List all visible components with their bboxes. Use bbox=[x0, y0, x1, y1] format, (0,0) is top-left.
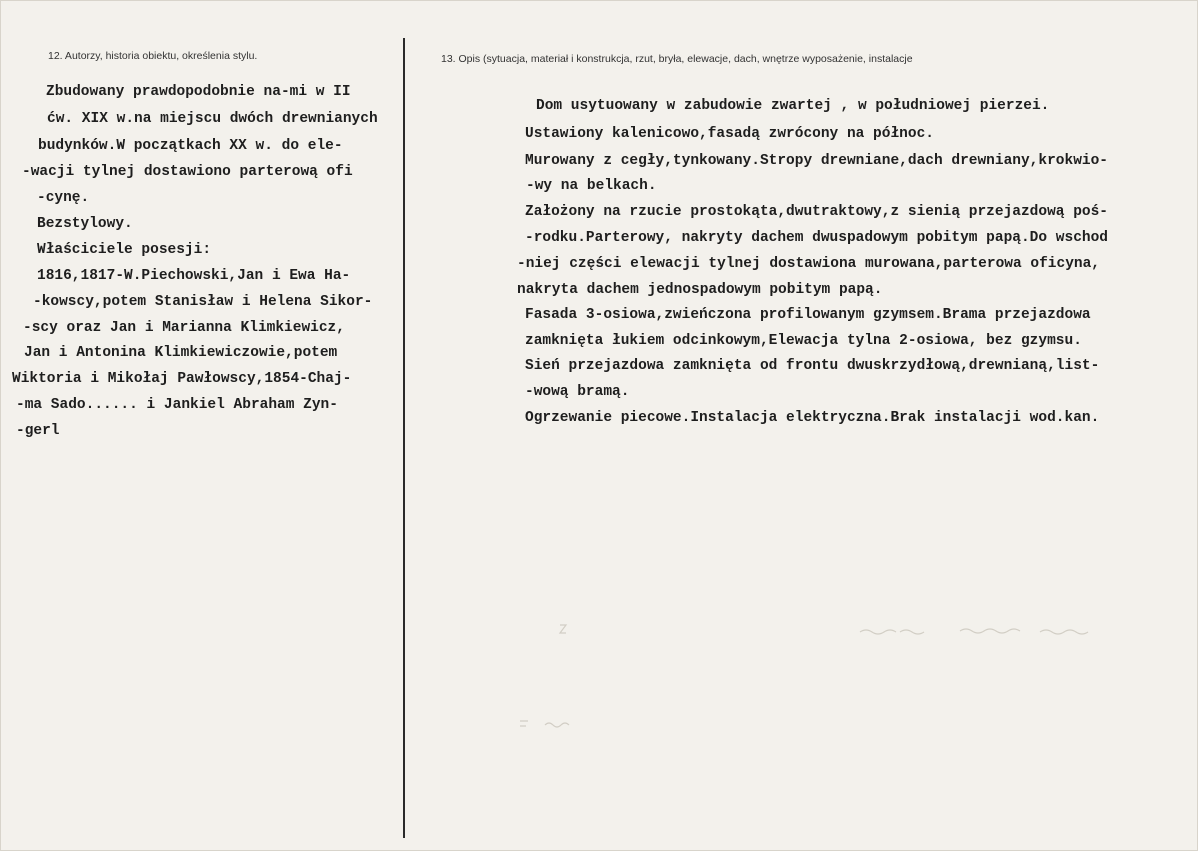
text-line: budynków.W początkach XX w. do ele- bbox=[38, 138, 343, 154]
text-line: -rodku.Parterowy, nakryty dachem dwuspadowym pobitym papą.Do wschod bbox=[525, 230, 1108, 246]
text-line: Bezstylowy. bbox=[37, 216, 133, 232]
section-13-heading: 13. Opis (sytuacja, materiał i konstrukcja, rzut, bryła, elewacje, dach, wnętrze wyposażenie, instalacje bbox=[441, 53, 913, 65]
text-line: Fasada 3-osiowa,zwieńczona profilowanym gzymsem.Brama przejazdowa bbox=[525, 307, 1091, 323]
text-line: -niej części elewacji tylnej dostawiona murowana,parterowa oficyna, bbox=[517, 256, 1100, 272]
text-line: nakryta dachem jednospadowym pobitym papą. bbox=[517, 282, 883, 298]
text-line: Jan i Antonina Klimkiewiczowie,potem bbox=[24, 345, 338, 361]
section-12-heading: 12. Autorzy, historia obiektu, określenia stylu. bbox=[48, 50, 258, 62]
text-line: zamknięta łukiem odcinkowym,Elewacja tylna 2-osiowa, bez gzymsu. bbox=[525, 333, 1082, 349]
text-line: -wową bramą. bbox=[525, 384, 630, 400]
text-line: ćw. XIX w.na miejscu dwóch drewnianych bbox=[47, 111, 378, 127]
text-line: Ogrzewanie piecowe.Instalacja elektryczna.Brak instalacji wod.kan. bbox=[525, 410, 1100, 426]
text-line: Ustawiony kalenicowo,fasadą zwrócony na północ. bbox=[525, 126, 934, 142]
text-line: -scy oraz Jan i Marianna Klimkiewicz, bbox=[23, 320, 345, 336]
text-line: Właściciele posesji: bbox=[37, 242, 212, 258]
text-line: -ma Sado...... i Jankiel Abraham Zyn- bbox=[16, 397, 338, 413]
text-line: -gerl bbox=[16, 423, 60, 439]
text-line: Sień przejazdowa zamknięta od frontu dwuskrzydłową,drewnianą,list- bbox=[525, 358, 1100, 374]
text-line: Wiktoria i Mikołaj Pawłowscy,1854-Chaj- bbox=[12, 371, 352, 387]
text-line: Założony na rzucie prostokąta,dwutraktowy,z sienią przejazdową poś- bbox=[525, 204, 1108, 220]
text-line: 1816,1817-W.Piechowski,Jan i Ewa Ha- bbox=[37, 268, 351, 284]
text-line: Dom usytuowany w zabudowie zwartej , w południowej pierzei. bbox=[536, 98, 1050, 114]
text-line: -cynę. bbox=[37, 190, 90, 206]
text-line: -wy na belkach. bbox=[526, 178, 657, 194]
text-line: -kowscy,potem Stanisław i Helena Sikor- bbox=[33, 294, 373, 310]
text-line: Zbudowany prawdopodobnie na-mi w II bbox=[46, 84, 351, 100]
text-line: -wacji tylnej dostawiono parterową ofi bbox=[22, 164, 353, 180]
text-line: Murowany z cegły,tynkowany.Stropy drewniane,dach drewniany,krokwio- bbox=[525, 153, 1108, 169]
